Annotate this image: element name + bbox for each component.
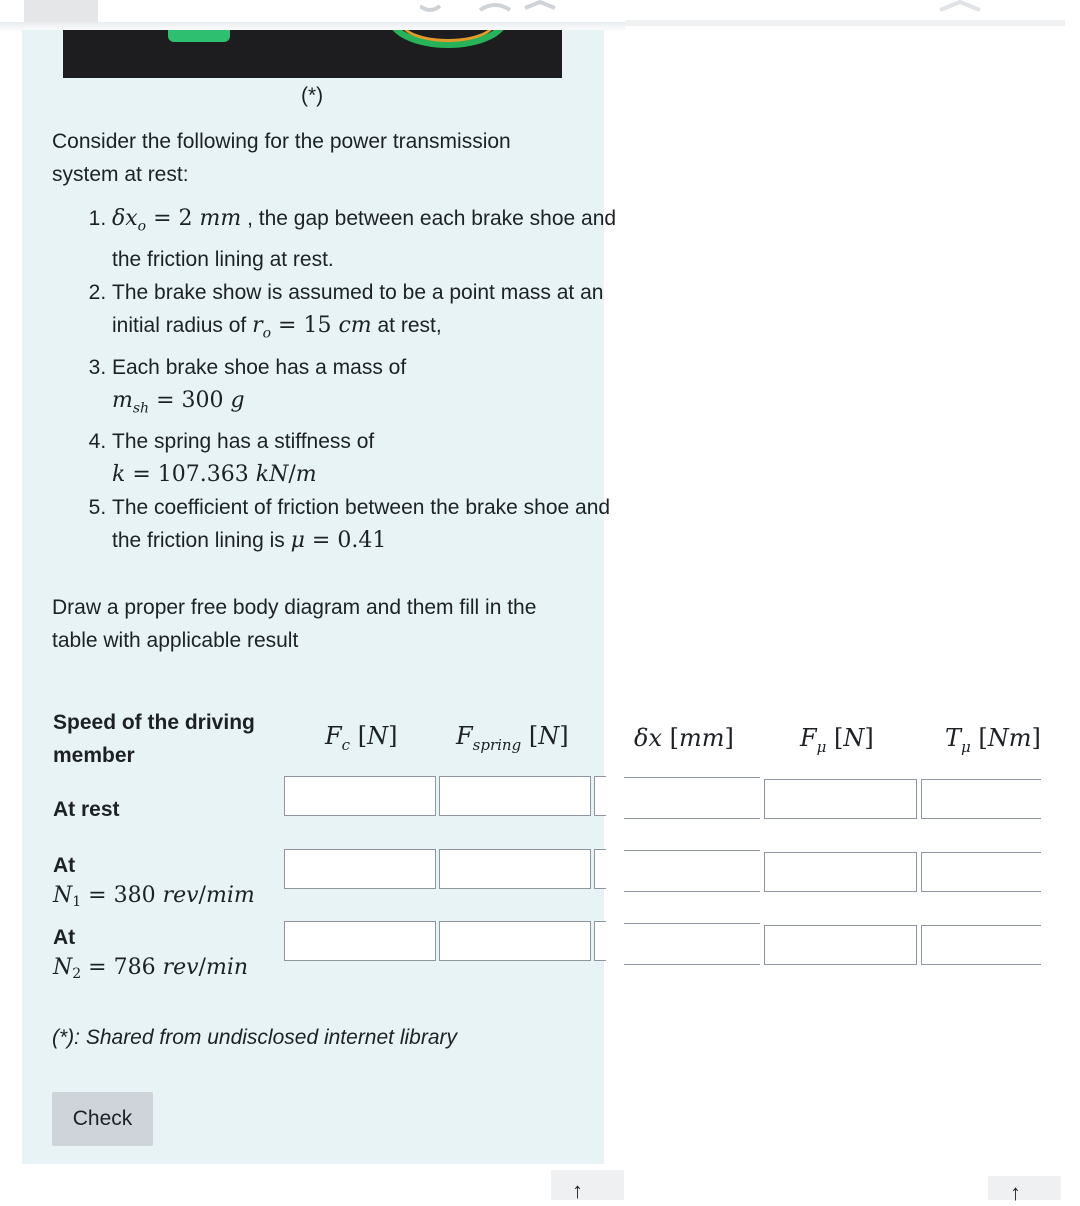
condition-item: 1. $\delta x_o = 2$ mm , the gap between each brake shoe and the friction lining at rest. [112,202,632,276]
intro-text: Consider the following for the power transmission system at rest: [52,130,511,186]
condition-pre: Each brake shoe has a mass of [112,355,407,379]
condition-math: k [112,462,126,488]
top-divider-right [625,20,1065,26]
row-math-n2: $N_2 = 786$ rev/min [53,955,249,983]
condition-math: $\delta x_o$ [112,206,147,235]
table-row-header: Speed of the driving member [53,711,255,767]
input-tmu-rest[interactable] [921,779,1041,819]
row-label-rest: At rest [53,798,120,821]
input-dx-n2-partial[interactable] [594,921,606,961]
arrow-up-icon: ↑ [572,1178,583,1203]
figure-caption: (*) [301,84,324,107]
condition-item: 5. The coefficient of friction between the brake shoe and the friction lining is μ = 0.41 [112,491,632,557]
input-fc-n2[interactable] [284,921,436,961]
partial-figure-top [420,0,570,14]
input-fmu-n2[interactable] [764,925,917,965]
input-dx-n1-partial[interactable] [594,849,606,889]
condition-item: 4. The spring has a stiffness of k = 107.363 kN/m [112,425,632,491]
partial-figure-top-right [930,0,1010,14]
input-fc-n1[interactable] [284,849,436,889]
col-header-fc: $F_c$ [N] [325,722,398,754]
condition-math: $r_o$ [252,313,272,342]
instruction-text: Draw a proper free body diagram and them fill in the table with applicable result [52,596,537,652]
condition-pre: The brake show is assumed to be a point mass at an initial radius of [112,281,604,338]
scroll-up-button-left[interactable] [551,1170,624,1200]
brake-figure-image [63,30,562,78]
input-fspring-n2[interactable] [439,921,591,961]
check-button[interactable]: Check [52,1092,153,1146]
row-label-n1: At [53,854,76,877]
col-header-fspring: $F_{spring}$ [N] [456,722,569,754]
input-dx-n1[interactable] [624,852,760,892]
input-tmu-n2[interactable] [921,925,1041,965]
input-fmu-n1[interactable] [764,852,917,892]
input-tmu-n1[interactable] [921,852,1041,892]
conditions-list [52,202,632,557]
condition-text: at rest, [371,314,442,338]
field-border [624,923,760,924]
col-header-dx: δx [mm] [634,724,734,752]
footnote: (*): Shared from undisclosed internet library [52,1026,458,1049]
figure-green-part [168,30,230,42]
field-border [624,777,760,778]
input-fspring-n1[interactable] [439,849,591,889]
input-dx-rest[interactable] [624,779,760,819]
row-label-n2: At [53,926,76,949]
arrow-up-icon: ↑ [1010,1180,1021,1205]
col-header-tmu: $T_\mu$ [Nm] [945,724,1041,756]
scroll-up-button-right[interactable] [988,1176,1061,1200]
condition-text: , the gap between each brake shoe and the friction lining at rest. [112,207,617,272]
input-dx-rest-partial[interactable] [594,776,606,816]
condition-math: $m_{sh}$ [112,387,150,417]
condition-item: 2. The brake show is assumed to be a point mass at an initial radius of $r_o = 15$ cm at rest, [112,276,632,350]
condition-pre: The coefficient of friction between the brake shoe and the friction lining is [112,496,611,553]
col-header-fmu: $F_\mu$ [N] [800,724,874,756]
input-dx-n2[interactable] [624,925,760,965]
top-button[interactable] [24,0,98,22]
field-border [624,850,760,851]
input-fc-rest[interactable] [284,776,436,816]
row-math-n1: $N_1 = 380$ rev/mim [53,883,255,911]
input-fspring-rest[interactable] [439,776,591,816]
condition-pre: The spring has a stiffness of [112,430,375,454]
input-fmu-rest[interactable] [764,779,917,819]
condition-item: 3. Each brake shoe has a mass of $m_{sh} = 300$ g [112,351,632,425]
condition-math: μ [290,528,305,554]
